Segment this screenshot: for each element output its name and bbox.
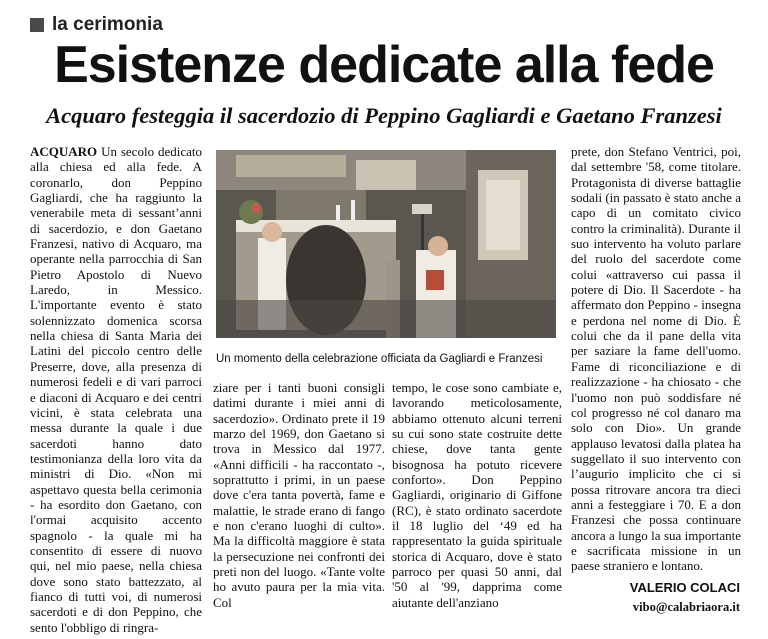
square-bullet-icon: [30, 18, 44, 32]
author-email: vibo@calabriaora.it: [632, 600, 740, 614]
section-kicker: [30, 14, 163, 36]
photo-illustration: [216, 150, 556, 338]
article-column-2: [213, 380, 385, 610]
column-3-text: tempo, le cose sono cambiate e, lavorando meticolosamente, abbiamo ottenuto alcuni terreni su cui sono state costruite dette chiese, dove tanta gente bisognosa ha potuto ricevere conforto». Don Peppino Gagliardi, originario di Giffone (RC), è stato ordinato sacerdote il 18 luglio del ‘49 ed ha rappresentato la guida spirituale storica di Acquaro, dove è stato parroco per quasi 50 anni, dal '50 al '99, dapprima come aiutante dell'anziano: [392, 380, 562, 610]
headline: Esistenze dedicate alla fede: [54, 36, 714, 94]
dateline: ACQUARO: [30, 144, 98, 159]
subheadline: Acquaro festeggia il sacerdozio di Peppino Gagliardi e Gaetano Franzesi: [46, 103, 722, 128]
author-byline: VALERIO COLACI: [629, 580, 740, 595]
article-column-3: [392, 380, 562, 610]
ceremony-photo: [216, 150, 556, 338]
article-column-4: [571, 144, 741, 594]
article-column-1: [30, 144, 202, 635]
column-4-text: prete, don Stefano Ventrici, poi, dal settembre '58, come titolare. Protagonista di diverse battaglie sodali (in passato è stato anche a capo di un comitato civico contro la criminalità). Durante il suo intervento ha voluto parlare del ruolo del sacerdote come colui «attraverso cui passa il potere di Dio. Il Sacerdote - ha affermato don Peppino - insegna e perdona nel nome di Dio. È colui che da il pane della vita per saziare la fame dell'uomo. Fame di riconciliazione e di realizzazione - ha chiosato - che l'uomo non può soddisfare né col progresso né col danaro ma solo con Dio». Un grande applauso levatosi dalla platea ha suggellato il suo intervento con l’augurio implicito che ci si possa ritrovare ancora tra dieci anni a festeggiare i 70. E a don Franzesi che possa continuare ancora a lungo la sua importante e sacrificata missione in un paese straniero e lontano.: [571, 144, 741, 574]
photo-caption: Un momento della celebrazione officiata da Gagliardi e Franzesi: [216, 353, 543, 365]
column-2-text: ziare per i tanti buoni consigli datimi durante i miei anni di sacerdozio». Ordinato prete il 19 marzo del 1969, don Gaetano si trova in Messico dal 1977. «Anni difficili - ha raccontato -, soprattutto i primi, in un paese dove c'era tanta povertà, fame e malattie, le strade erano di fango e non c'erano luoghi di culto». Ma la difficoltà maggiore è stata la persecuzione nei confronti dei preti non del luogo. «Tante volte ho avuto paura per la mia vita. Col: [213, 380, 385, 610]
section-label: la cerimonia: [52, 14, 163, 35]
column-1-text: Un secolo dedicato alla chiesa ed alla fede. A coronarlo, don Peppino Gagliardi, che ha raggiunto la venerabile meta di sessant’anni di sacerdozio, e don Gaetano Franzesi, nativo di Acquaro, ma operante nella parrocchia di San Pietro Apostolo di Nuevo Laredo, in Messico. L'importante evento è stato solennizzato domenica scorsa nella chiesa di Santa Maria dei Latini del piccolo centro delle Preserre, dove, alla presenza di numerosi fedeli e di vari parroci e diaconi di Acquaro e dei centri vicini, è stata celebrata una messa durante la quale i due sacerdoti hanno dato testimonianza della loro vita da ministri di Dio. «Non mi aspettavo questa bella cerimonia - ha esordito don Gaetano, con l'ormai acquisito accento spagnolo - la quale mi ha consentito di essere di nuovo qui, nel mio paese, nella chiesa dove sono stato battezzato, al fianco di tutti voi, di numerosi sacerdoti e di don Peppino, che sento l'obbligo di ringra-: [30, 144, 202, 635]
